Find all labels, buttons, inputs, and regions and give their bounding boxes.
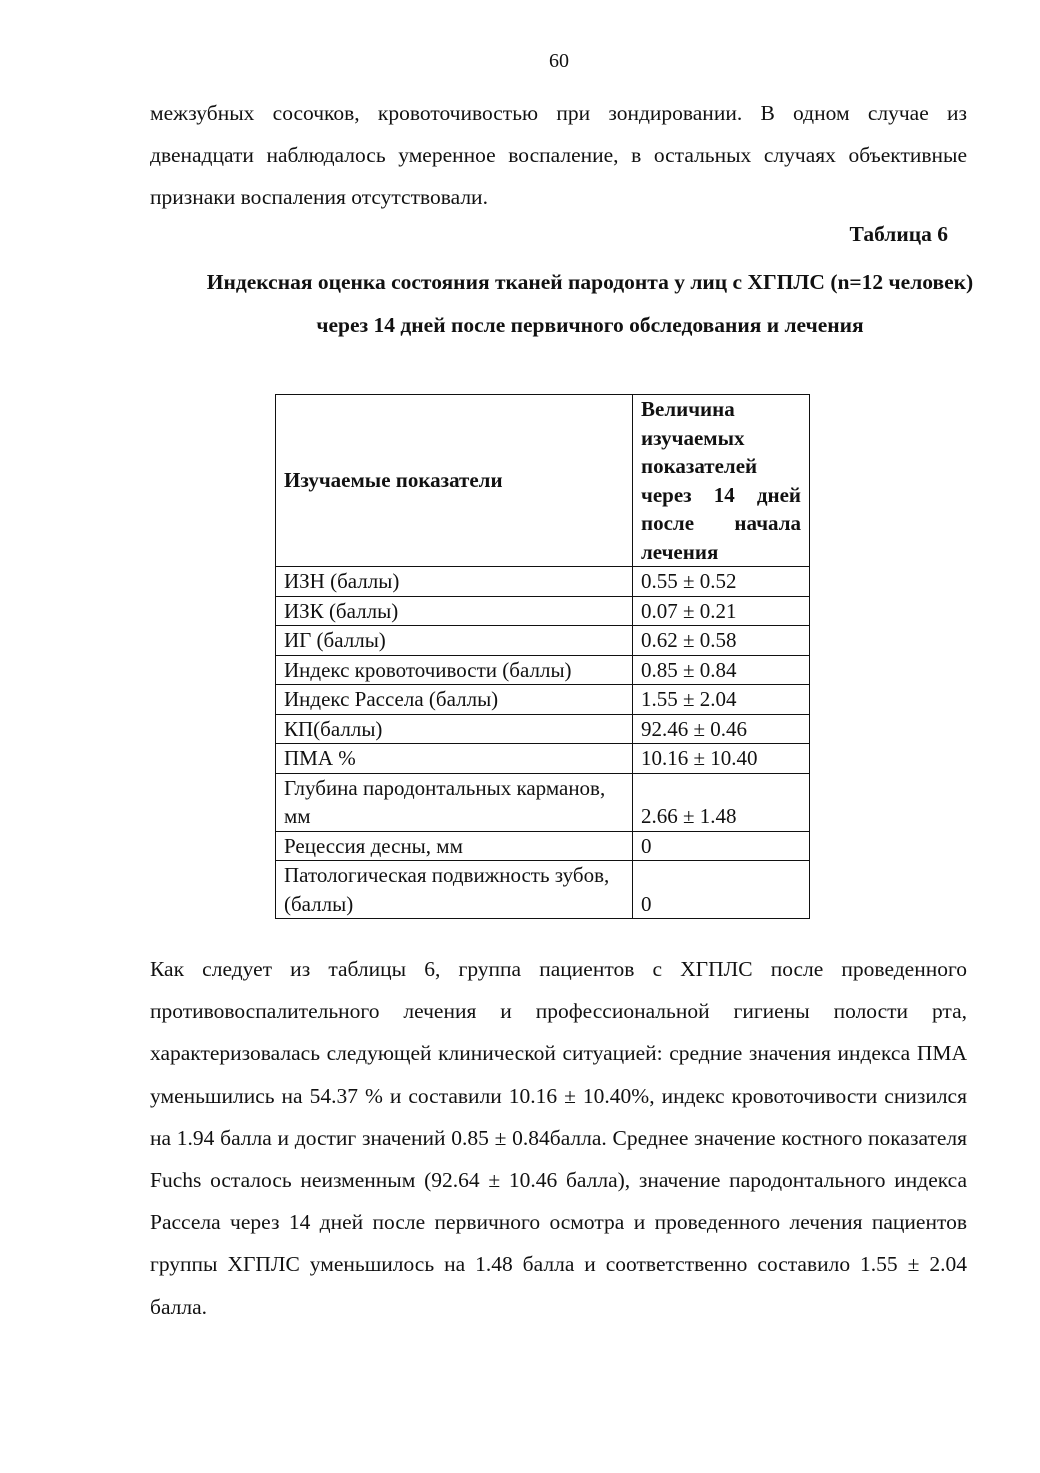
row-value: 0.55 ± 0.52 (633, 567, 810, 597)
table-row (276, 567, 810, 597)
row-label: Патологическая подвижность зубов, (баллы) (276, 861, 633, 919)
row-label: Рецессия десны, мм (276, 831, 633, 861)
row-label: ИГ (баллы) (276, 626, 633, 656)
row-label: ПМА % (276, 744, 633, 774)
table-row (276, 655, 810, 685)
table-row (276, 626, 810, 656)
data-table (275, 394, 810, 919)
header-values: Величина изучаемых показателей через 14 дней после начала лечения (633, 395, 810, 567)
table-row (276, 744, 810, 774)
page-number: 60 (549, 50, 569, 72)
table-row (276, 714, 810, 744)
table-number: Таблица 6 (849, 222, 948, 246)
paragraph-bottom: Как следует из таблицы 6, группа пациентов с ХГПЛС после проведенного противовоспалительного лечения и профессиональной гигиены полости рта, характеризовалась следующей клинической ситуацией: средние значения индекса ПМА уменьшились на 54.37 % и составили 10.16 ± 10.40%, индекс кровоточивости снизился на 1.94 балла и достиг значений 0.85 ± 0.84балла. Среднее значение костного показателя Fuchs осталось неизменным (92.64 ± 10.46 балла), значение пародонтального индекса Рассела через 14 дней после первичного осмотра и проведенного лечения пациентов группы ХГПЛС уменьшилось на 1.48 балла и соответственно составило 1.55 ± 2.04 балла. (150, 957, 967, 1319)
row-value: 2.66 ± 1.48 (633, 773, 810, 831)
row-label: Глубина пародонтальных карманов, мм (276, 773, 633, 831)
row-value: 0.07 ± 0.21 (633, 596, 810, 626)
row-value: 0 (633, 861, 810, 919)
table-title: Индексная оценка состояния тканей пародонта у лиц с ХГПЛС (n=12 человек) через 14 дней после первичного обследования и лечения (206, 270, 974, 337)
header-indicators: Изучаемые показатели (276, 395, 633, 567)
row-value: 0.62 ± 0.58 (633, 626, 810, 656)
row-value: 0.85 ± 0.84 (633, 655, 810, 685)
table-row (276, 831, 810, 861)
table-header-row (276, 395, 810, 567)
table-row (276, 596, 810, 626)
row-value: 92.46 ± 0.46 (633, 714, 810, 744)
row-label: ИЗК (баллы) (276, 596, 633, 626)
row-value: 10.16 ± 10.40 (633, 744, 810, 774)
row-label: ИЗН (баллы) (276, 567, 633, 597)
row-value: 1.55 ± 2.04 (633, 685, 810, 715)
table-row (276, 685, 810, 715)
table-row (276, 861, 810, 919)
row-value: 0 (633, 831, 810, 861)
row-label: Индекс Рассела (баллы) (276, 685, 633, 715)
row-label: Индекс кровоточивости (баллы) (276, 655, 633, 685)
table-row (276, 773, 810, 831)
row-label: КП(баллы) (276, 714, 633, 744)
paragraph-top: межзубных сосочков, кровоточивостью при зондировании. В одном случае из двенадцати наблюдалось умеренное воспаление, в остальных случаях объективные признаки воспаления отсутствовали. (150, 101, 967, 210)
